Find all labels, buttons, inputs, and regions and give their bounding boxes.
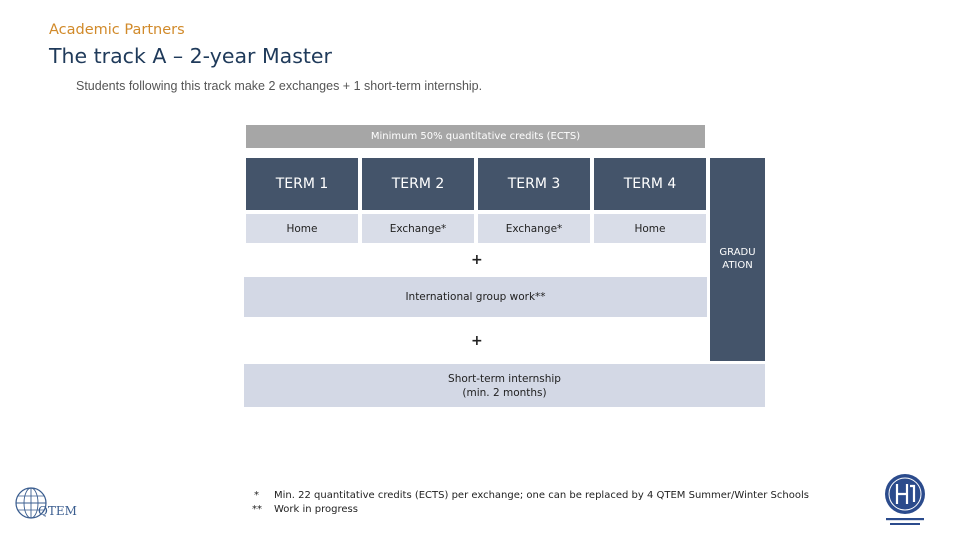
qtem-logo-text: QTEM [38, 504, 77, 518]
term-1-location: Home [246, 214, 358, 243]
footnote-text: Min. 22 quantitative credits (ECTS) per exchange; one can be replaced by 4 QTEM Summer/Winter Schools [274, 490, 809, 501]
term-2-location: Exchange* [362, 214, 474, 243]
term-4-location: Home [594, 214, 706, 243]
graduation-column [710, 158, 765, 361]
term-3-header: TERM 3 [478, 158, 590, 210]
credits-bar: Minimum 50% quantitative credits (ECTS) [246, 125, 705, 148]
plus-sign: + [471, 333, 483, 349]
university-seal-icon [880, 472, 930, 530]
graduation-label-line2: ATION [722, 260, 753, 271]
internship-box [244, 364, 765, 407]
footnote-text: Work in progress [274, 504, 358, 515]
term-2-header: TERM 2 [362, 158, 474, 210]
group-work-box: International group work** [244, 277, 707, 317]
slide-title: The track A – 2-year Master [49, 44, 332, 68]
slide-subtitle: Students following this track make 2 exchanges + 1 short-term internship. [76, 79, 483, 93]
university-logo [880, 472, 930, 530]
plus-sign: + [471, 252, 483, 268]
section-label: Academic Partners [49, 22, 185, 38]
internship-label: Short-term internship [448, 372, 561, 385]
term-3-location: Exchange* [478, 214, 590, 243]
footnote-marker: ** [252, 504, 262, 515]
graduation-label-line1: GRADU [719, 247, 756, 258]
term-4-header: TERM 4 [594, 158, 706, 210]
footnote-marker: * [254, 490, 259, 501]
term-1-header: TERM 1 [246, 158, 358, 210]
internship-duration: (min. 2 months) [462, 386, 547, 399]
qtem-logo [14, 486, 78, 522]
